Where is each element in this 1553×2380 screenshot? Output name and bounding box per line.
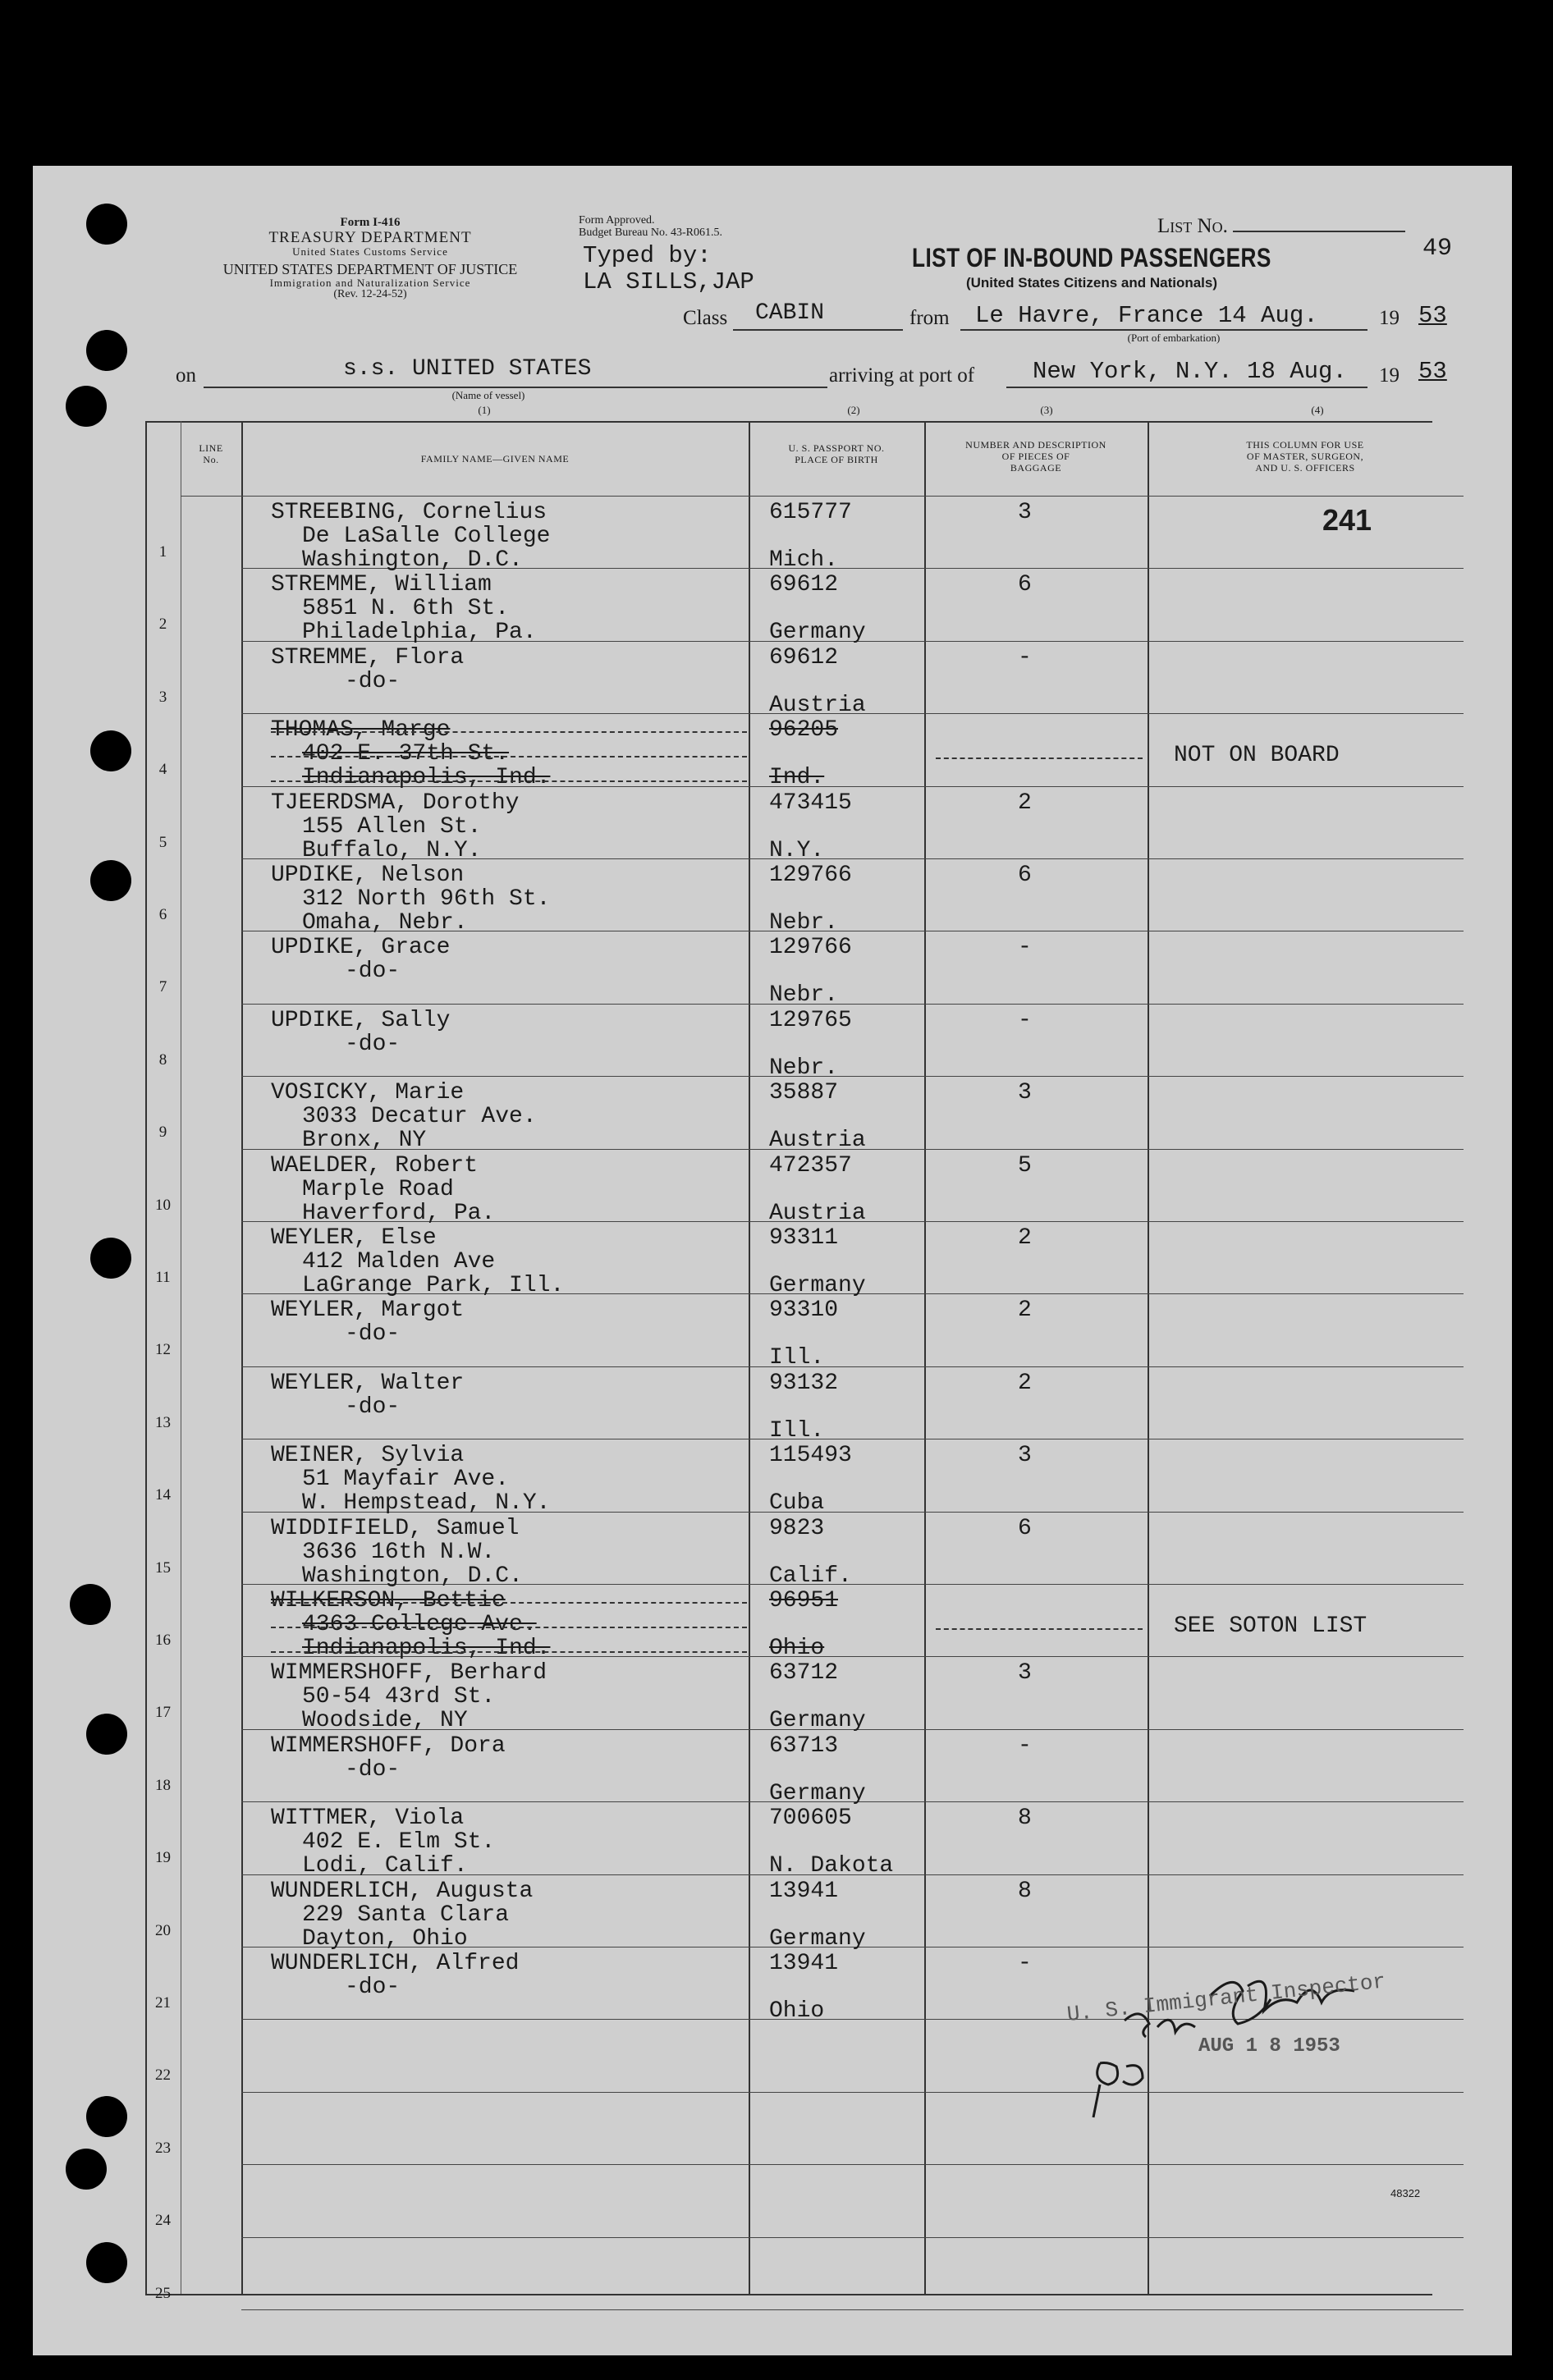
passport-number: 63713 — [769, 1732, 839, 1759]
col-header-officers-2: OF MASTER, SURGEON, — [1246, 450, 1364, 462]
place-of-birth: Ill. — [769, 1345, 825, 1371]
passenger-address: 51 Mayfair Ave. — [302, 1467, 510, 1493]
form-number: 48322 — [1390, 2187, 1421, 2199]
customs-label: United States Customs Service — [292, 245, 448, 258]
col-header-officers-3: AND U. S. OFFICERS — [1255, 461, 1355, 474]
embarkation-caption: (Port of embarkation) — [1127, 332, 1221, 344]
col-number-3: (3) — [1040, 404, 1053, 416]
passenger-address: Washington, D.C. — [302, 1563, 523, 1589]
passport-number: 96205 — [769, 717, 839, 744]
passenger-address: 4363 College Ave. — [302, 1612, 537, 1637]
passenger-address: 402 E. Elm St. — [302, 1829, 496, 1856]
passport-number: 115493 — [769, 1443, 852, 1469]
place-of-birth: Ind. — [769, 765, 825, 791]
baggage-count: 6 — [1018, 572, 1032, 598]
passenger-address: Washington, D.C. — [302, 547, 523, 573]
place-of-birth: N. Dakota — [769, 1853, 894, 1879]
typist-name: LA SILLS,JAP — [583, 268, 754, 295]
line-number: 5 — [158, 833, 167, 851]
passenger-name: VOSICKY, Marie — [271, 1080, 465, 1106]
passenger-address: -do- — [345, 1031, 401, 1057]
place-of-birth: Nebr. — [769, 982, 839, 1009]
official-number: 241 — [1322, 503, 1372, 537]
passenger-address: 402 E. 37th St. — [302, 741, 510, 767]
passenger-address: -do- — [345, 1321, 401, 1348]
passport-number: 96951 — [769, 1588, 839, 1613]
passenger-name: STREMME, William — [271, 572, 492, 598]
passenger-address: -do- — [345, 668, 401, 694]
baggage-count: 6 — [1018, 1515, 1032, 1541]
passenger-address: De LaSalle College — [302, 524, 551, 549]
place-of-birth: Ohio — [769, 1636, 825, 1661]
line-number: 24 — [155, 2212, 171, 2230]
passenger-name: WUNDERLICH, Augusta — [271, 1878, 534, 1904]
passenger-name: TJEERDSMA, Dorothy — [271, 790, 520, 816]
passenger-address: Philadelphia, Pa. — [302, 620, 537, 646]
arriving-label: arriving at port of — [829, 364, 975, 387]
passenger-address: 312 North 96th St. — [302, 886, 551, 912]
place-of-birth: Cuba — [769, 1490, 825, 1517]
passenger-name: THOMAS, Marge — [271, 717, 451, 744]
ins-label: Immigration and Naturalization Service — [269, 277, 471, 290]
revision-label: (Rev. 12-24-52) — [333, 287, 407, 300]
col-header-officers-1: THIS COLUMN FOR USE — [1246, 439, 1364, 451]
col-number-2: (2) — [847, 404, 860, 416]
place-of-birth: Austria — [769, 692, 866, 718]
justice-label: UNITED STATES DEPARTMENT OF JUSTICE — [222, 261, 518, 278]
passenger-address: -do- — [345, 959, 401, 985]
line-number: 25 — [155, 2284, 171, 2302]
arrival-year-prefix: 19 — [1379, 364, 1400, 387]
baggage-count: 3 — [1018, 1080, 1032, 1106]
col-header-passport-1: U. S. PASSPORT NO. — [788, 442, 885, 454]
col-number-4: (4) — [1311, 404, 1324, 416]
col-header-baggage-1: NUMBER AND DESCRIPTION — [965, 439, 1106, 451]
line-number: 1 — [158, 543, 167, 561]
class-label: Class — [683, 307, 728, 329]
col-header-line-2: No. — [203, 453, 219, 465]
place-of-birth: Mich. — [769, 547, 839, 573]
passenger-name: WEINER, Sylvia — [271, 1443, 465, 1469]
baggage-count: 8 — [1018, 1878, 1032, 1904]
passenger-name: UPDIKE, Sally — [271, 1007, 451, 1033]
baggage-count: 8 — [1018, 1806, 1032, 1832]
passenger-address: LaGrange Park, Ill. — [302, 1273, 565, 1298]
passport-number: 93311 — [769, 1225, 839, 1251]
line-number: 7 — [158, 978, 167, 996]
passenger-address: Marple Road — [302, 1176, 454, 1202]
passenger-name: WIMMERSHOFF, Dora — [271, 1732, 506, 1759]
passenger-name: UPDIKE, Nelson — [271, 863, 465, 888]
initials-mark — [1093, 2063, 1143, 2118]
line-number: 21 — [155, 1994, 171, 2012]
passport-number: 700605 — [769, 1806, 852, 1832]
baggage-count: 3 — [1018, 1660, 1032, 1687]
place-of-birth: Austria — [769, 1128, 866, 1154]
line-number: 23 — [155, 2139, 171, 2157]
passport-number: 9823 — [769, 1515, 825, 1541]
passenger-address: Indianapolis, Ind. — [302, 1636, 551, 1661]
passport-number: 129766 — [769, 863, 852, 888]
passport-number: 69612 — [769, 644, 839, 671]
baggage-count: 6 — [1018, 863, 1032, 888]
place-of-birth: Germany — [769, 1273, 866, 1298]
baggage-count: 2 — [1018, 1298, 1032, 1324]
passport-number: 63712 — [769, 1660, 839, 1687]
line-number: 2 — [158, 616, 167, 634]
passport-number: 69612 — [769, 572, 839, 598]
passenger-address: 229 Santa Clara — [302, 1902, 510, 1928]
passenger-address: W. Hempstead, N.Y. — [302, 1490, 551, 1517]
baggage-count: 5 — [1018, 1152, 1032, 1179]
on-label: on — [176, 364, 196, 387]
year-suffix: 53 — [1418, 302, 1447, 329]
baggage-count: 3 — [1018, 500, 1032, 525]
line-number: 9 — [158, 1124, 167, 1142]
passenger-name: WILKERSON, Bettie — [271, 1588, 506, 1613]
baggage-count: - — [1018, 1732, 1032, 1759]
passport-number: 13941 — [769, 1878, 839, 1904]
place-of-birth: Germany — [769, 620, 866, 646]
stamp-date: AUG 1 8 1953 — [1198, 2035, 1340, 2057]
line-number: 3 — [158, 688, 167, 706]
baggage-count: 2 — [1018, 790, 1032, 816]
list-number-label: List No. — [1157, 215, 1228, 237]
baggage-count: - — [1018, 1951, 1032, 1976]
line-number: 10 — [155, 1196, 171, 1214]
place-of-birth: Ohio — [769, 1998, 825, 2024]
passenger-address: Indianapolis, Ind. — [302, 765, 551, 791]
passenger-address: 3636 16th N.W. — [302, 1539, 496, 1565]
passport-number: 615777 — [769, 500, 852, 525]
passport-number: 129766 — [769, 935, 852, 961]
passenger-address: Woodside, NY — [302, 1708, 468, 1734]
baggage-count: - — [1018, 644, 1032, 671]
line-number: 6 — [158, 906, 167, 923]
passenger-address: Bronx, NY — [302, 1128, 427, 1154]
passenger-name: WEYLER, Walter — [271, 1370, 465, 1396]
officer-note: SEE SOTON LIST — [1174, 1613, 1367, 1639]
line-number: 11 — [155, 1269, 171, 1286]
vessel-name: s.s. UNITED STATES — [343, 356, 592, 382]
place-of-birth: Austria — [769, 1200, 866, 1226]
passenger-address: -do- — [345, 1394, 401, 1420]
officer-note: NOT ON BOARD — [1174, 743, 1340, 769]
passenger-address: 155 Allen St. — [302, 813, 482, 840]
embarkation-value: Le Havre, France 14 Aug. — [975, 302, 1318, 329]
form-number-label: Form I-416 — [340, 216, 401, 229]
col-header-line-1: LINE — [199, 442, 223, 454]
passenger-name: WEYLER, Margot — [271, 1298, 465, 1324]
place-of-birth: Germany — [769, 1708, 866, 1734]
passenger-name: WAELDER, Robert — [271, 1152, 479, 1179]
passenger-name: STREEBING, Cornelius — [271, 500, 547, 525]
line-number: 14 — [155, 1486, 171, 1504]
place-of-birth: Calif. — [769, 1563, 852, 1589]
passport-number: 93132 — [769, 1370, 839, 1396]
col-header-baggage-3: BAGGAGE — [1010, 461, 1062, 474]
passenger-address: Dayton, Ohio — [302, 1925, 468, 1952]
class-value: CABIN — [755, 300, 825, 326]
baggage-count: 2 — [1018, 1225, 1032, 1251]
line-number: 22 — [155, 2066, 171, 2085]
line-number: 19 — [155, 1849, 171, 1867]
passenger-name: WEYLER, Else — [271, 1225, 437, 1251]
passenger-address: Buffalo, N.Y. — [302, 837, 482, 863]
line-number: 18 — [155, 1776, 171, 1794]
passport-number: 93310 — [769, 1298, 839, 1324]
line-number: 15 — [155, 1558, 171, 1577]
baggage-count: - — [1018, 1007, 1032, 1033]
place-of-birth: Ill. — [769, 1417, 825, 1444]
place-of-birth: Germany — [769, 1925, 866, 1952]
passenger-address: -do- — [345, 1756, 401, 1783]
typed-by-label: Typed by: — [583, 242, 712, 269]
year-prefix: 19 — [1379, 307, 1400, 329]
passport-number: 472357 — [769, 1152, 852, 1179]
baggage-count: 3 — [1018, 1443, 1032, 1469]
line-number: 13 — [155, 1413, 171, 1431]
line-number: 4 — [158, 761, 167, 779]
line-number: 16 — [155, 1632, 171, 1649]
vessel-caption: (Name of vessel) — [451, 389, 525, 401]
passenger-address: -do- — [345, 1975, 401, 2000]
passenger-address: 412 Malden Ave — [302, 1249, 496, 1275]
passenger-address: Omaha, Nebr. — [302, 910, 468, 936]
place-of-birth: N.Y. — [769, 837, 825, 863]
passenger-name: STREMME, Flora — [271, 644, 465, 671]
passenger-name: WIDDIFIELD, Samuel — [271, 1515, 520, 1541]
list-subtitle: (United States Citizens and Nationals) — [965, 275, 1218, 291]
arrival-value: New York, N.Y. 18 Aug. — [1033, 358, 1347, 385]
list-title: LIST OF IN-BOUND PASSENGERS — [912, 243, 1271, 272]
arrival-year-suffix: 53 — [1418, 358, 1447, 385]
passenger-address: 50-54 43rd St. — [302, 1684, 496, 1710]
line-number: 12 — [155, 1341, 171, 1359]
passenger-address: Haverford, Pa. — [302, 1200, 496, 1226]
budget-line: Budget Bureau No. 43-R061.5. — [579, 226, 722, 239]
passport-number: 13941 — [769, 1951, 839, 1976]
from-label: from — [909, 307, 950, 329]
list-number-value: 49 — [1422, 235, 1453, 263]
col-header-passport-2: PLACE OF BIRTH — [795, 453, 878, 465]
line-number: 8 — [158, 1050, 167, 1069]
passenger-name: WUNDERLICH, Alfred — [271, 1951, 520, 1976]
col-header-name: FAMILY NAME—GIVEN NAME — [420, 453, 570, 465]
baggage-count: - — [1018, 935, 1032, 961]
approval-line: Form Approved. — [579, 214, 655, 227]
passenger-address: 5851 N. 6th St. — [302, 596, 510, 622]
col-number-1: (1) — [478, 404, 491, 416]
treasury-label: TREASURY DEPARTMENT — [268, 228, 472, 246]
passenger-name: WIMMERSHOFF, Berhard — [271, 1660, 547, 1687]
passenger-address: 3033 Decatur Ave. — [302, 1104, 537, 1130]
place-of-birth: Germany — [769, 1780, 866, 1806]
place-of-birth: Nebr. — [769, 1055, 839, 1081]
line-number: 17 — [155, 1704, 171, 1722]
baggage-count: 2 — [1018, 1370, 1032, 1396]
passport-number: 129765 — [769, 1007, 852, 1033]
passenger-name: WITTMER, Viola — [271, 1806, 465, 1832]
passenger-address: Lodi, Calif. — [302, 1853, 468, 1879]
inspector-stamp: U. S. Immigrant Inspector — [1065, 1969, 1387, 2027]
passport-number: 473415 — [769, 790, 852, 816]
passenger-name: UPDIKE, Grace — [271, 935, 451, 961]
place-of-birth: Nebr. — [769, 910, 839, 936]
passport-number: 35887 — [769, 1080, 839, 1106]
line-number: 20 — [155, 1921, 171, 1939]
col-header-baggage-2: OF PIECES OF — [1001, 450, 1070, 462]
